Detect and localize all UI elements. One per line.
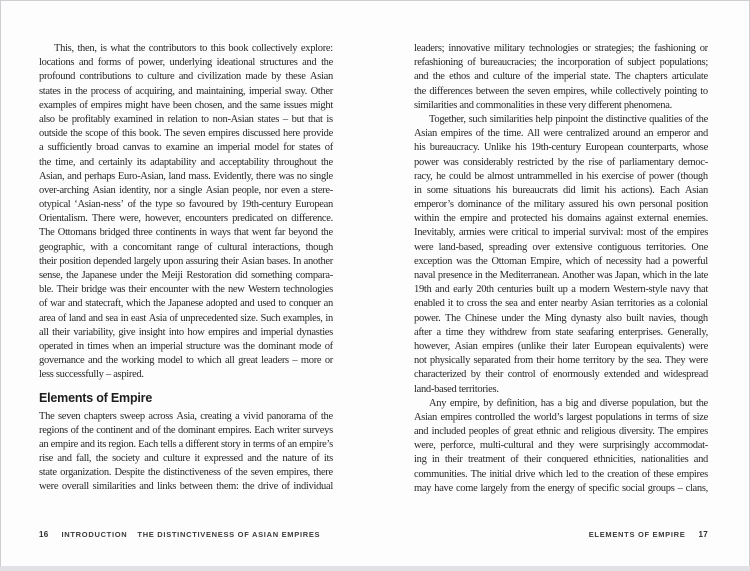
text-line: Asian empires controlled the world’s largest populations in terms of size (414, 411, 708, 423)
text-line: Any empire, by definition, has a big and diverse population, but the (429, 397, 708, 409)
text-line: power was considerably restricted by the rise of parliamentary democ- (414, 156, 708, 168)
text-line: characterized by their control of enormously extended and widespread (414, 369, 708, 381)
text-line: were land-based, spreading over extensive contiguous territories. One (414, 241, 708, 253)
right-page-text-column (414, 42, 708, 496)
text-line: an empire and its region. Each tells a different story in terms of an empire’s (39, 438, 333, 450)
text-line: 19th and early 20th centuries built up a modern Western-style navy that (414, 284, 708, 296)
text-line: Orientalism. There were, however, encounters predicated on difference. (39, 213, 333, 225)
text-line: racy, he could be almost untrammelled in his exercise of power (though (414, 170, 708, 182)
left-page-footer (39, 530, 320, 539)
right-page-footer (589, 530, 708, 539)
text-line: similarities and commonalities in these very different phenomena. (414, 99, 672, 111)
text-line: The Ottomans bridged three continents in ways that went far beyond the (39, 227, 333, 239)
paragraph (39, 42, 333, 383)
text-line: emperor’s dominance of the military assured his own personal position (414, 199, 708, 211)
page-number-left: 16 (39, 530, 49, 539)
text-line: otypical ‘Asian-ness’ of the type so favoured by 19th-century European (39, 199, 333, 211)
text-line: of war and statecraft, which the Japanese adopted and used to conquer an (39, 298, 333, 310)
text-line: were, perforce, multi-cultural and they were surprisingly accommodat- (414, 440, 708, 452)
paragraph (414, 42, 708, 113)
text-line: enabled it to cross the sea and enter nearby Asian territories as a colonial (414, 298, 708, 310)
paragraph (39, 410, 333, 495)
text-line: area of land and sea in east Asia of unprecedented size. Such examples, in (39, 312, 333, 324)
text-line: Asian empires of the time. All were centralized around an emperor and (414, 128, 708, 140)
text-line: land-based territories. (414, 383, 499, 395)
text-line: and included peoples of great ethnic and religious diversity. The empires (414, 426, 708, 438)
left-page-text-column (39, 42, 333, 495)
text-line: power. The Chinese under the Ming dynasty also built navies, though (414, 312, 708, 324)
text-line: regions of the continent and of the dominant empires. Each writer surveys (39, 424, 333, 436)
text-line: rise and fall, the society and culture it expressed and the nature of its (39, 453, 333, 465)
running-head-chapter: INTRODUCTION (61, 530, 128, 539)
text-line: ble. Their bridge was their encounter with the new Western technologies (39, 284, 333, 296)
text-line: also be profitably examined in relation to non-Asian states – but that is (39, 113, 333, 125)
text-line: profound contributions to culture and civilization made by these Asian (39, 71, 333, 83)
text-line: not physically separated from their home territory by the sea. They were (414, 355, 708, 367)
text-line: governance and the working model to which all great leaders – more or (39, 355, 333, 367)
text-line: all their variability, give insight into how empires and imperial dynasties (39, 326, 333, 338)
text-line: states in the process of acquiring, and maintaining, imperial sway. Other (39, 85, 333, 97)
text-line: refashioning of bureaucracies; the incorporation of subject populations; (414, 57, 708, 69)
text-line: were overall similarities and links between them: the drive of individual (39, 481, 333, 493)
scan-bottom-shadow (0, 566, 750, 571)
paragraph (414, 397, 708, 496)
text-line: examples of empires might have been chosen, and the same issues might (39, 99, 333, 111)
page-number-right: 17 (698, 530, 708, 539)
text-line: Asian, and perhaps Euro-Asian, land mass. Evidently, there was no single (39, 170, 333, 182)
text-line: and the ethos and culture of the imperial state. The chapters articulate (414, 71, 708, 83)
section-heading: Elements of Empire (39, 390, 153, 405)
text-line: communities. The initial drive which led to the creation of these empires (414, 468, 708, 480)
text-line: leaders; innovative military technologies or strategies; the fashioning or (414, 43, 708, 54)
text-line: naval presence in the Mediterranean. Another was Japan, which in the late (414, 270, 708, 281)
text-line: The seven chapters sweep across Asia, creating a vivid panorama of the (39, 410, 333, 422)
text-line: outside the scope of this book. The seven empires discussed here provide (39, 128, 333, 140)
text-line: may have come largely from the energy of specific social groups – clans, (414, 482, 708, 494)
text-line: geographic, with a concomitant range of cultural interactions, though (39, 241, 333, 253)
text-line: This, then, is what the contributors to this book collectively explore: (54, 43, 333, 54)
text-line: over-arching Asian identity, nor a single Asian people, nor even a stere- (39, 184, 333, 196)
text-line: after a time they withdrew from state seafaring enterprises. Generally, (414, 326, 708, 338)
text-line: locations and forms of power, underlying ideational structures and the (39, 57, 333, 69)
text-line: sense, the Japanese under the Meiji Restoration did something compara- (39, 270, 333, 281)
text-line: state organization. Despite the distinctiveness of the seven empires, there (39, 467, 333, 479)
text-line: less successfully – aspired. (39, 369, 144, 381)
text-line: a sufficiently broad canvas to examine an imperial model for states of (39, 142, 333, 154)
text-line: operated in times when an imperial structure was the dominant mode of (39, 340, 333, 352)
text-line: ing in their treatment of their conquered ethnicities, nationalities and (414, 454, 708, 466)
text-line: within the empire and protected his domains against external enemies. (414, 213, 708, 225)
text-line: Inevitably, armies were critical to imperial survival: most of the empires (414, 227, 708, 239)
text-line: in some situations his bureaucrats did limit his actions). Each Asian (414, 184, 708, 196)
text-line: the differences between the seven empires, while collectively pointing to (414, 85, 708, 97)
text-line: however, Asian empires (unlike their later European equivalents) were (414, 340, 708, 352)
text-line: the time, and certainly its adaptability and acceptability throughout the (39, 156, 333, 168)
text-line: his bureaucracy. Unlike his 19th-century European counterparts, whose (414, 142, 708, 154)
running-head-section-right: ELEMENTS OF EMPIRE (588, 530, 686, 539)
text-line: exception was the Ottoman Empire, which of necessity had a powerful (414, 255, 708, 267)
text-line: Together, such similarities help pinpoint the distinctive qualities of the (429, 113, 708, 125)
paragraph (414, 113, 708, 397)
running-head-section-left: THE DISTINCTIVENESS OF ASIAN EMPIRES (137, 530, 321, 539)
text-line: their position depended largely upon assuring their Asian bases. In another (39, 255, 333, 267)
